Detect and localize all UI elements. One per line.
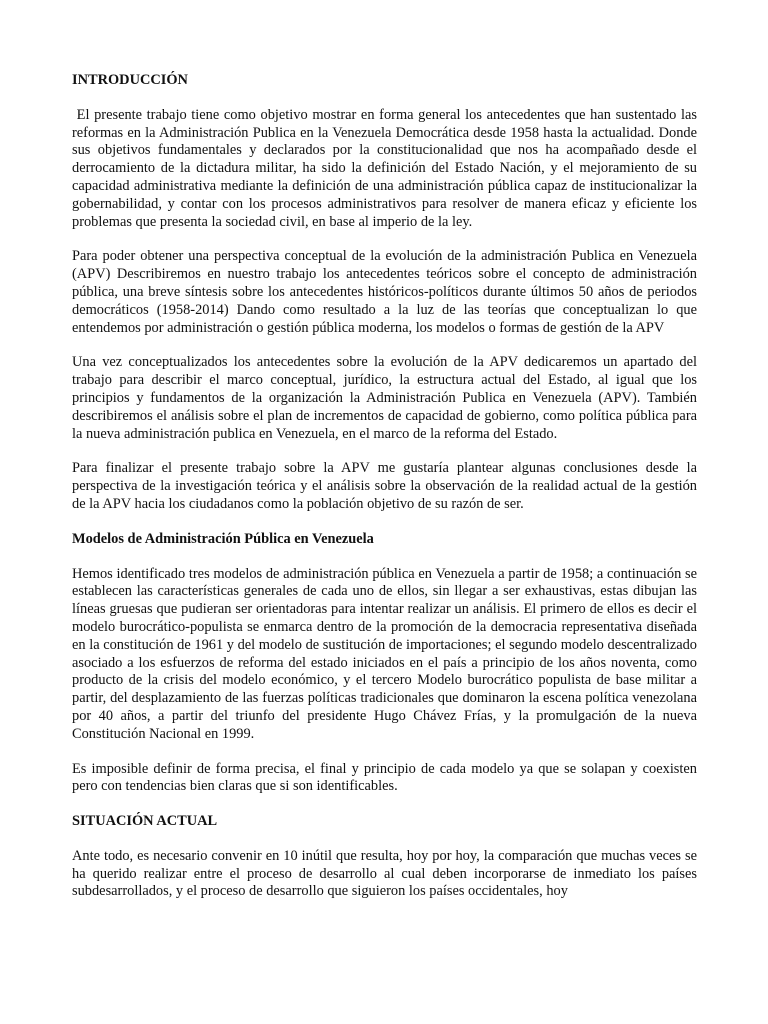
- document-page: [72, 72, 701, 918]
- heading-situacion-actual: SITUACIÓN ACTUAL: [72, 813, 218, 830]
- paragraph-intro-2: Para poder obtener una perspectiva conceptual de la evolución de la administración Publica en Venezuela (APV) Describiremos en nuestro trabajo los antecedentes teóricos sobre el concepto de administración pública, una breve síntesis sobre los antecedentes históricos-políticos durante últimos 50 años de periodos democráticos (1958-2014) Dando como resultado a la luz de las teorías que conceptualizan lo que entendemos por administración o gestión pública moderna, los modelos o formas de gestión de la APV: [72, 248, 697, 336]
- paragraph-models-2: Es imposible definir de forma precisa, el final y principio de cada modelo ya que se solapan y coexisten pero con tendencias bien claras que si son identificables.: [72, 760, 697, 795]
- paragraph-intro-4: Para finalizar el presente trabajo sobre la APV me gustaría plantear algunas conclusiones desde la perspectiva de la investigación teórica y el análisis sobre la observación de la realidad actual de la gestión de la APV hacia los ciudadanos como la población objetivo de su razón de ser.: [72, 460, 697, 512]
- heading-modelos: Modelos de Administración Pública en Venezuela: [72, 530, 374, 547]
- paragraph-intro-1: El presente trabajo tiene como objetivo mostrar en forma general los antecedentes que han sustentado las reformas en la Administración Publica en la Venezuela Democrática desde 1958 hasta la actualidad. Donde sus objetivos fundamentales y declarados por la constitucionalidad que nos ha acompañado desde el derrocamiento de la dictadura militar, ha sido la definición del Estado Nación, y el mejoramiento de su capacidad administrativa mediante la definición de una administración pública capaz de institucionalizar la gobernabilidad, y contar con los procesos administrativos para resolver de manera eficaz y eficiente los problemas que presenta la sociedad civil, en base al imperio de la ley.: [72, 106, 701, 230]
- heading-introduccion: INTRODUCCIÓN: [72, 72, 188, 88]
- paragraph-models-1: Hemos identificado tres modelos de administración pública en Venezuela a partir de 1958; a continuación se establecen las características generales de cada uno de ellos, sin llegar a ser exhaustivas, estas dibujan las líneas gruesas que pudieran ser orientadoras para intentar realizar un análisis. El primero de ellos es decir el modelo burocrático-populista se enmarca dentro de la promoción de la democracia representativa diseñada en la constitución de 1961 y del modelo de sustitución de importaciones; el segundo modelo descentralizado asociado a los esfuerzos de reforma del estado iniciados en el país a principio de los años noventa, como producto de la crisis del modelo económico, y el tercero Modelo burocrático populista de base militar a partir, del desplazamiento de las fuerzas políticas tradicionales que dominaron la escena política venezolana por 40 años, a partir del triunfo del presidente Hugo Chávez Frías, y la promulgación de la nueva Constitución Nacional en 1999.: [72, 565, 697, 742]
- paragraph-intro-3: Una vez conceptualizados los antecedentes sobre la evolución de la APV dedicaremos un apartado del trabajo para describir el marco conceptual, jurídico, la estructura actual del Estado, al igual que los principios y fundamentos de la organización la Administración Publica en Venezuela (APV). También describiremos el análisis sobre el plan de incrementos de capacidad de gobierno, como política pública para la nueva administración publica en Venezuela, en el marco de la reforma del Estado.: [72, 354, 697, 442]
- paragraph-situation-1: Ante todo, es necesario convenir en 10 inútil que resulta, hoy por hoy, la comparación que muchas veces se ha querido realizar entre el proceso de desarrollo al cual deben incorporarse de inmediato los países subdesarrollados, y el proceso de desarrollo que siguieron los países occidentales, hoy: [72, 847, 697, 900]
